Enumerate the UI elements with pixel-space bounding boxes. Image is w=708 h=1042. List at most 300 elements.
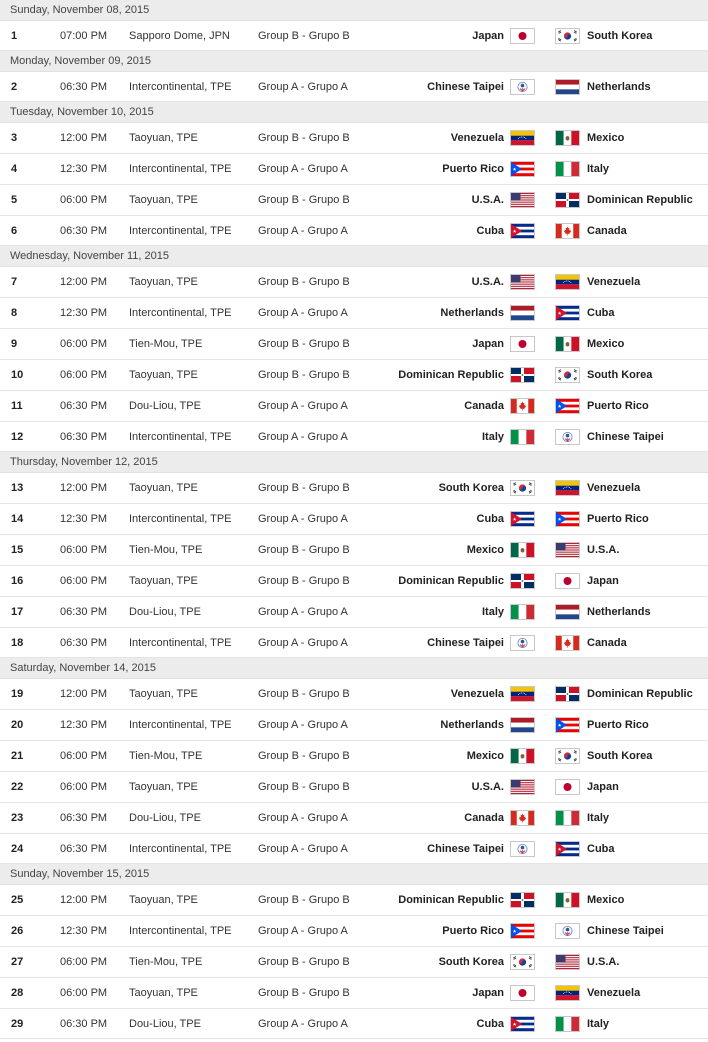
game-number: 5	[11, 194, 18, 206]
venue: Tien-Mou, TPE	[129, 544, 203, 556]
chinese-taipei-flag-icon	[555, 429, 580, 445]
game-number: 23	[11, 812, 24, 824]
game-time: 12:00 PM	[60, 482, 108, 494]
match-row[interactable]	[0, 679, 708, 710]
home-team[interactable]: Canada	[464, 400, 504, 412]
cuba-flag-icon	[510, 511, 535, 527]
away-team[interactable]: Chinese Taipei	[587, 925, 664, 937]
away-team[interactable]: U.S.A.	[587, 544, 620, 556]
game-time: 06:30 PM	[60, 400, 108, 412]
game-number: 12	[11, 431, 24, 443]
group-label: Group B - Grupo B	[258, 894, 350, 906]
home-flag	[510, 192, 535, 208]
match-row[interactable]	[0, 710, 708, 741]
match-row[interactable]	[0, 772, 708, 803]
group-label: Group B - Grupo B	[258, 482, 350, 494]
italy-flag-icon	[510, 429, 535, 445]
game-number: 16	[11, 575, 24, 587]
home-flag	[510, 717, 535, 733]
group-label: Group A - Grupo A	[258, 843, 348, 855]
game-number: 8	[11, 307, 18, 319]
venue: Intercontinental, TPE	[129, 843, 232, 855]
group-label: Group B - Grupo B	[258, 132, 350, 144]
away-flag	[555, 892, 580, 908]
dominican-republic-flag-icon	[555, 192, 580, 208]
home-team[interactable]: Mexico	[466, 750, 504, 762]
home-team[interactable]: U.S.A.	[471, 276, 504, 288]
match-row[interactable]	[0, 597, 708, 628]
group-label: Group B - Grupo B	[258, 688, 350, 700]
game-time: 12:30 PM	[60, 925, 108, 937]
venue: Intercontinental, TPE	[129, 431, 232, 443]
game-number: 22	[11, 781, 24, 793]
italy-flag-icon	[510, 604, 535, 620]
match-row[interactable]	[0, 916, 708, 947]
japan-flag-icon	[510, 985, 535, 1001]
away-team[interactable]: Cuba	[587, 307, 615, 319]
venue: Taoyuan, TPE	[129, 482, 198, 494]
venezuela-flag-icon	[555, 274, 580, 290]
mexico-flag-icon	[510, 542, 535, 558]
away-team[interactable]: Dominican Republic	[587, 194, 693, 206]
home-team[interactable]: Chinese Taipei	[427, 81, 504, 93]
away-team[interactable]: Mexico	[587, 132, 625, 144]
away-team[interactable]: Italy	[587, 1018, 610, 1030]
away-flag	[555, 542, 580, 558]
away-team[interactable]: Puerto Rico	[587, 400, 649, 412]
match-row[interactable]	[0, 267, 708, 298]
away-flag	[555, 79, 580, 95]
away-flag	[555, 28, 580, 44]
match-row[interactable]	[0, 185, 708, 216]
group-label: Group B - Grupo B	[258, 956, 350, 968]
home-team[interactable]: Netherlands	[440, 719, 504, 731]
venue: Sapporo Dome, JPN	[129, 30, 230, 42]
home-team[interactable]: Japan	[472, 338, 504, 350]
game-number: 2	[11, 81, 18, 93]
home-team[interactable]: Canada	[464, 812, 504, 824]
home-team[interactable]: Dominican Republic	[398, 575, 504, 587]
home-flag	[510, 954, 535, 970]
group-label: Group B - Grupo B	[258, 338, 350, 350]
group-label: Group A - Grupo A	[258, 719, 348, 731]
game-time: 06:30 PM	[60, 81, 108, 93]
usa-flag-icon	[510, 274, 535, 290]
match-row[interactable]	[0, 216, 708, 246]
puerto-rico-flag-icon	[510, 923, 535, 939]
away-flag	[555, 1016, 580, 1032]
home-flag	[510, 779, 535, 795]
game-time: 12:30 PM	[60, 307, 108, 319]
cuba-flag-icon	[510, 223, 535, 239]
game-number: 24	[11, 843, 24, 855]
group-label: Group B - Grupo B	[258, 544, 350, 556]
japan-flag-icon	[555, 573, 580, 589]
away-flag	[555, 398, 580, 414]
match-row[interactable]	[0, 834, 708, 864]
date-header: Tuesday, November 10, 2015	[0, 102, 708, 123]
game-time: 06:00 PM	[60, 575, 108, 587]
venue: Intercontinental, TPE	[129, 163, 232, 175]
home-team[interactable]: Italy	[481, 431, 504, 443]
home-flag	[510, 130, 535, 146]
game-number: 27	[11, 956, 24, 968]
away-flag	[555, 161, 580, 177]
south-korea-flag-icon	[555, 28, 580, 44]
dominican-republic-flag-icon	[510, 573, 535, 589]
venue: Intercontinental, TPE	[129, 719, 232, 731]
game-time: 06:00 PM	[60, 544, 108, 556]
match-row[interactable]	[0, 628, 708, 658]
game-time: 06:00 PM	[60, 369, 108, 381]
home-flag	[510, 892, 535, 908]
game-number: 9	[11, 338, 18, 350]
away-team[interactable]: Netherlands	[587, 606, 651, 618]
away-team[interactable]: Netherlands	[587, 81, 651, 93]
home-flag	[510, 923, 535, 939]
home-team[interactable]: U.S.A.	[471, 781, 504, 793]
usa-flag-icon	[555, 954, 580, 970]
usa-flag-icon	[510, 779, 535, 795]
away-team[interactable]: Venezuela	[587, 276, 641, 288]
home-team[interactable]: Italy	[481, 606, 504, 618]
away-flag	[555, 604, 580, 620]
dominican-republic-flag-icon	[510, 892, 535, 908]
game-number: 29	[11, 1018, 24, 1030]
venue: Taoyuan, TPE	[129, 369, 198, 381]
puerto-rico-flag-icon	[555, 717, 580, 733]
game-number: 13	[11, 482, 24, 494]
group-label: Group B - Grupo B	[258, 781, 350, 793]
venezuela-flag-icon	[555, 480, 580, 496]
away-team[interactable]: Mexico	[587, 894, 625, 906]
away-flag	[555, 429, 580, 445]
puerto-rico-flag-icon	[510, 161, 535, 177]
game-number: 21	[11, 750, 24, 762]
match-row[interactable]	[0, 154, 708, 185]
game-time: 06:30 PM	[60, 606, 108, 618]
match-row[interactable]	[0, 298, 708, 329]
venue: Taoyuan, TPE	[129, 194, 198, 206]
home-team[interactable]: Netherlands	[440, 307, 504, 319]
home-flag	[510, 748, 535, 764]
game-time: 12:30 PM	[60, 513, 108, 525]
group-label: Group A - Grupo A	[258, 925, 348, 937]
game-time: 06:00 PM	[60, 338, 108, 350]
away-flag	[555, 336, 580, 352]
chinese-taipei-flag-icon	[555, 923, 580, 939]
home-team[interactable]: Cuba	[476, 1018, 504, 1030]
home-team[interactable]: Puerto Rico	[442, 925, 504, 937]
group-label: Group B - Grupo B	[258, 575, 350, 587]
away-flag	[555, 954, 580, 970]
game-time: 12:30 PM	[60, 719, 108, 731]
game-time: 06:30 PM	[60, 843, 108, 855]
home-flag	[510, 28, 535, 44]
home-team[interactable]: Chinese Taipei	[427, 843, 504, 855]
match-row[interactable]	[0, 947, 708, 978]
south-korea-flag-icon	[555, 367, 580, 383]
game-number: 17	[11, 606, 24, 618]
away-team[interactable]: Mexico	[587, 338, 625, 350]
game-time: 06:30 PM	[60, 431, 108, 443]
group-label: Group A - Grupo A	[258, 400, 348, 412]
match-row[interactable]	[0, 391, 708, 422]
puerto-rico-flag-icon	[555, 398, 580, 414]
home-flag	[510, 542, 535, 558]
game-time: 06:30 PM	[60, 225, 108, 237]
home-team[interactable]: South Korea	[438, 956, 504, 968]
game-number: 1	[11, 30, 18, 42]
game-time: 06:30 PM	[60, 637, 108, 649]
away-team[interactable]: South Korea	[587, 750, 653, 762]
home-flag	[510, 79, 535, 95]
home-flag	[510, 336, 535, 352]
match-row[interactable]	[0, 329, 708, 360]
chinese-taipei-flag-icon	[510, 635, 535, 651]
venue: Intercontinental, TPE	[129, 513, 232, 525]
away-team[interactable]: South Korea	[587, 30, 653, 42]
game-number: 3	[11, 132, 18, 144]
match-row[interactable]	[0, 978, 708, 1009]
group-label: Group B - Grupo B	[258, 987, 350, 999]
venue: Dou-Liou, TPE	[129, 606, 201, 618]
mexico-flag-icon	[555, 130, 580, 146]
venue: Intercontinental, TPE	[129, 81, 232, 93]
match-row[interactable]	[0, 21, 708, 51]
game-time: 12:00 PM	[60, 688, 108, 700]
south-korea-flag-icon	[510, 954, 535, 970]
venue: Taoyuan, TPE	[129, 688, 198, 700]
group-label: Group B - Grupo B	[258, 276, 350, 288]
canada-flag-icon	[510, 810, 535, 826]
away-team[interactable]: Japan	[587, 781, 619, 793]
italy-flag-icon	[555, 161, 580, 177]
away-flag	[555, 223, 580, 239]
home-team[interactable]: Japan	[472, 987, 504, 999]
south-korea-flag-icon	[555, 748, 580, 764]
japan-flag-icon	[510, 336, 535, 352]
game-time: 06:00 PM	[60, 781, 108, 793]
away-team[interactable]: Venezuela	[587, 987, 641, 999]
date-header: Saturday, November 14, 2015	[0, 658, 708, 679]
venue: Taoyuan, TPE	[129, 575, 198, 587]
game-number: 14	[11, 513, 24, 525]
away-flag	[555, 305, 580, 321]
game-time: 12:30 PM	[60, 163, 108, 175]
date-header: Sunday, November 08, 2015	[0, 0, 708, 21]
game-number: 10	[11, 369, 24, 381]
group-label: Group A - Grupo A	[258, 307, 348, 319]
venue: Dou-Liou, TPE	[129, 812, 201, 824]
game-time: 12:00 PM	[60, 894, 108, 906]
away-flag	[555, 748, 580, 764]
chinese-taipei-flag-icon	[510, 79, 535, 95]
group-label: Group A - Grupo A	[258, 513, 348, 525]
home-flag	[510, 810, 535, 826]
venue: Dou-Liou, TPE	[129, 1018, 201, 1030]
home-team[interactable]: Puerto Rico	[442, 163, 504, 175]
home-flag	[510, 686, 535, 702]
away-team[interactable]: Venezuela	[587, 482, 641, 494]
game-number: 4	[11, 163, 18, 175]
away-team[interactable]: Canada	[587, 637, 627, 649]
chinese-taipei-flag-icon	[510, 841, 535, 857]
game-number: 20	[11, 719, 24, 731]
game-number: 15	[11, 544, 24, 556]
canada-flag-icon	[555, 223, 580, 239]
match-row[interactable]	[0, 1009, 708, 1039]
home-flag	[510, 305, 535, 321]
away-flag	[555, 923, 580, 939]
match-row[interactable]	[0, 422, 708, 452]
home-team[interactable]: Cuba	[476, 513, 504, 525]
home-flag	[510, 1016, 535, 1032]
away-team[interactable]: Puerto Rico	[587, 719, 649, 731]
away-team[interactable]: Italy	[587, 163, 610, 175]
venue: Intercontinental, TPE	[129, 637, 232, 649]
match-row[interactable]	[0, 504, 708, 535]
game-time: 06:00 PM	[60, 987, 108, 999]
home-team[interactable]: Cuba	[476, 225, 504, 237]
venue: Intercontinental, TPE	[129, 307, 232, 319]
match-row[interactable]	[0, 535, 708, 566]
venue: Taoyuan, TPE	[129, 987, 198, 999]
venue: Taoyuan, TPE	[129, 781, 198, 793]
match-row[interactable]	[0, 885, 708, 916]
date-header: Wednesday, November 11, 2015	[0, 246, 708, 267]
home-flag	[510, 985, 535, 1001]
home-team[interactable]: U.S.A.	[471, 194, 504, 206]
away-flag	[555, 841, 580, 857]
match-row[interactable]	[0, 72, 708, 102]
home-flag	[510, 274, 535, 290]
away-flag	[555, 130, 580, 146]
home-flag	[510, 223, 535, 239]
game-number: 6	[11, 225, 18, 237]
game-time: 06:30 PM	[60, 1018, 108, 1030]
away-team[interactable]: U.S.A.	[587, 956, 620, 968]
home-team[interactable]: South Korea	[438, 482, 504, 494]
group-label: Group B - Grupo B	[258, 194, 350, 206]
group-label: Group A - Grupo A	[258, 812, 348, 824]
dominican-republic-flag-icon	[510, 367, 535, 383]
venezuela-flag-icon	[510, 686, 535, 702]
game-time: 06:00 PM	[60, 956, 108, 968]
match-row[interactable]	[0, 566, 708, 597]
game-time: 07:00 PM	[60, 30, 108, 42]
home-flag	[510, 604, 535, 620]
group-label: Group A - Grupo A	[258, 1018, 348, 1030]
away-flag	[555, 779, 580, 795]
home-team[interactable]: Venezuela	[450, 132, 504, 144]
match-row[interactable]	[0, 360, 708, 391]
home-flag	[510, 398, 535, 414]
home-flag	[510, 841, 535, 857]
home-team[interactable]: Chinese Taipei	[427, 637, 504, 649]
home-flag	[510, 367, 535, 383]
venue: Intercontinental, TPE	[129, 925, 232, 937]
game-number: 26	[11, 925, 24, 937]
venezuela-flag-icon	[510, 130, 535, 146]
away-flag	[555, 367, 580, 383]
game-time: 06:00 PM	[60, 194, 108, 206]
home-team[interactable]: Venezuela	[450, 688, 504, 700]
group-label: Group B - Grupo B	[258, 750, 350, 762]
canada-flag-icon	[510, 398, 535, 414]
venue: Tien-Mou, TPE	[129, 956, 203, 968]
group-label: Group A - Grupo A	[258, 225, 348, 237]
date-header: Monday, November 09, 2015	[0, 51, 708, 72]
usa-flag-icon	[510, 192, 535, 208]
away-team[interactable]: Dominican Republic	[587, 688, 693, 700]
away-flag	[555, 810, 580, 826]
match-row[interactable]	[0, 473, 708, 504]
venue: Intercontinental, TPE	[129, 225, 232, 237]
home-flag	[510, 480, 535, 496]
japan-flag-icon	[555, 779, 580, 795]
puerto-rico-flag-icon	[555, 511, 580, 527]
venue: Dou-Liou, TPE	[129, 400, 201, 412]
date-header: Thursday, November 12, 2015	[0, 452, 708, 473]
mexico-flag-icon	[555, 892, 580, 908]
match-row[interactable]	[0, 123, 708, 154]
home-flag	[510, 511, 535, 527]
game-time: 12:00 PM	[60, 276, 108, 288]
away-team[interactable]: Cuba	[587, 843, 615, 855]
game-time: 12:00 PM	[60, 132, 108, 144]
game-number: 7	[11, 276, 18, 288]
home-flag	[510, 573, 535, 589]
away-flag	[555, 985, 580, 1001]
away-team[interactable]: Canada	[587, 225, 627, 237]
away-flag	[555, 635, 580, 651]
away-team[interactable]: South Korea	[587, 369, 653, 381]
venue: Tien-Mou, TPE	[129, 338, 203, 350]
group-label: Group A - Grupo A	[258, 81, 348, 93]
date-header: Sunday, November 15, 2015	[0, 864, 708, 885]
venezuela-flag-icon	[555, 985, 580, 1001]
away-flag	[555, 717, 580, 733]
away-flag	[555, 192, 580, 208]
home-team[interactable]: Dominican Republic	[398, 894, 504, 906]
home-team[interactable]: Mexico	[466, 544, 504, 556]
home-team[interactable]: Japan	[472, 30, 504, 42]
netherlands-flag-icon	[510, 305, 535, 321]
away-team[interactable]: Italy	[587, 812, 610, 824]
away-flag	[555, 480, 580, 496]
game-number: 18	[11, 637, 24, 649]
away-team[interactable]: Puerto Rico	[587, 513, 649, 525]
group-label: Group B - Grupo B	[258, 30, 350, 42]
netherlands-flag-icon	[555, 604, 580, 620]
cuba-flag-icon	[555, 841, 580, 857]
away-team[interactable]: Japan	[587, 575, 619, 587]
game-number: 19	[11, 688, 24, 700]
dominican-republic-flag-icon	[555, 686, 580, 702]
away-team[interactable]: Chinese Taipei	[587, 431, 664, 443]
netherlands-flag-icon	[510, 717, 535, 733]
away-flag	[555, 573, 580, 589]
home-team[interactable]: Dominican Republic	[398, 369, 504, 381]
home-flag	[510, 161, 535, 177]
match-row[interactable]	[0, 803, 708, 834]
usa-flag-icon	[555, 542, 580, 558]
mexico-flag-icon	[555, 336, 580, 352]
group-label: Group A - Grupo A	[258, 606, 348, 618]
cuba-flag-icon	[555, 305, 580, 321]
match-row[interactable]	[0, 741, 708, 772]
